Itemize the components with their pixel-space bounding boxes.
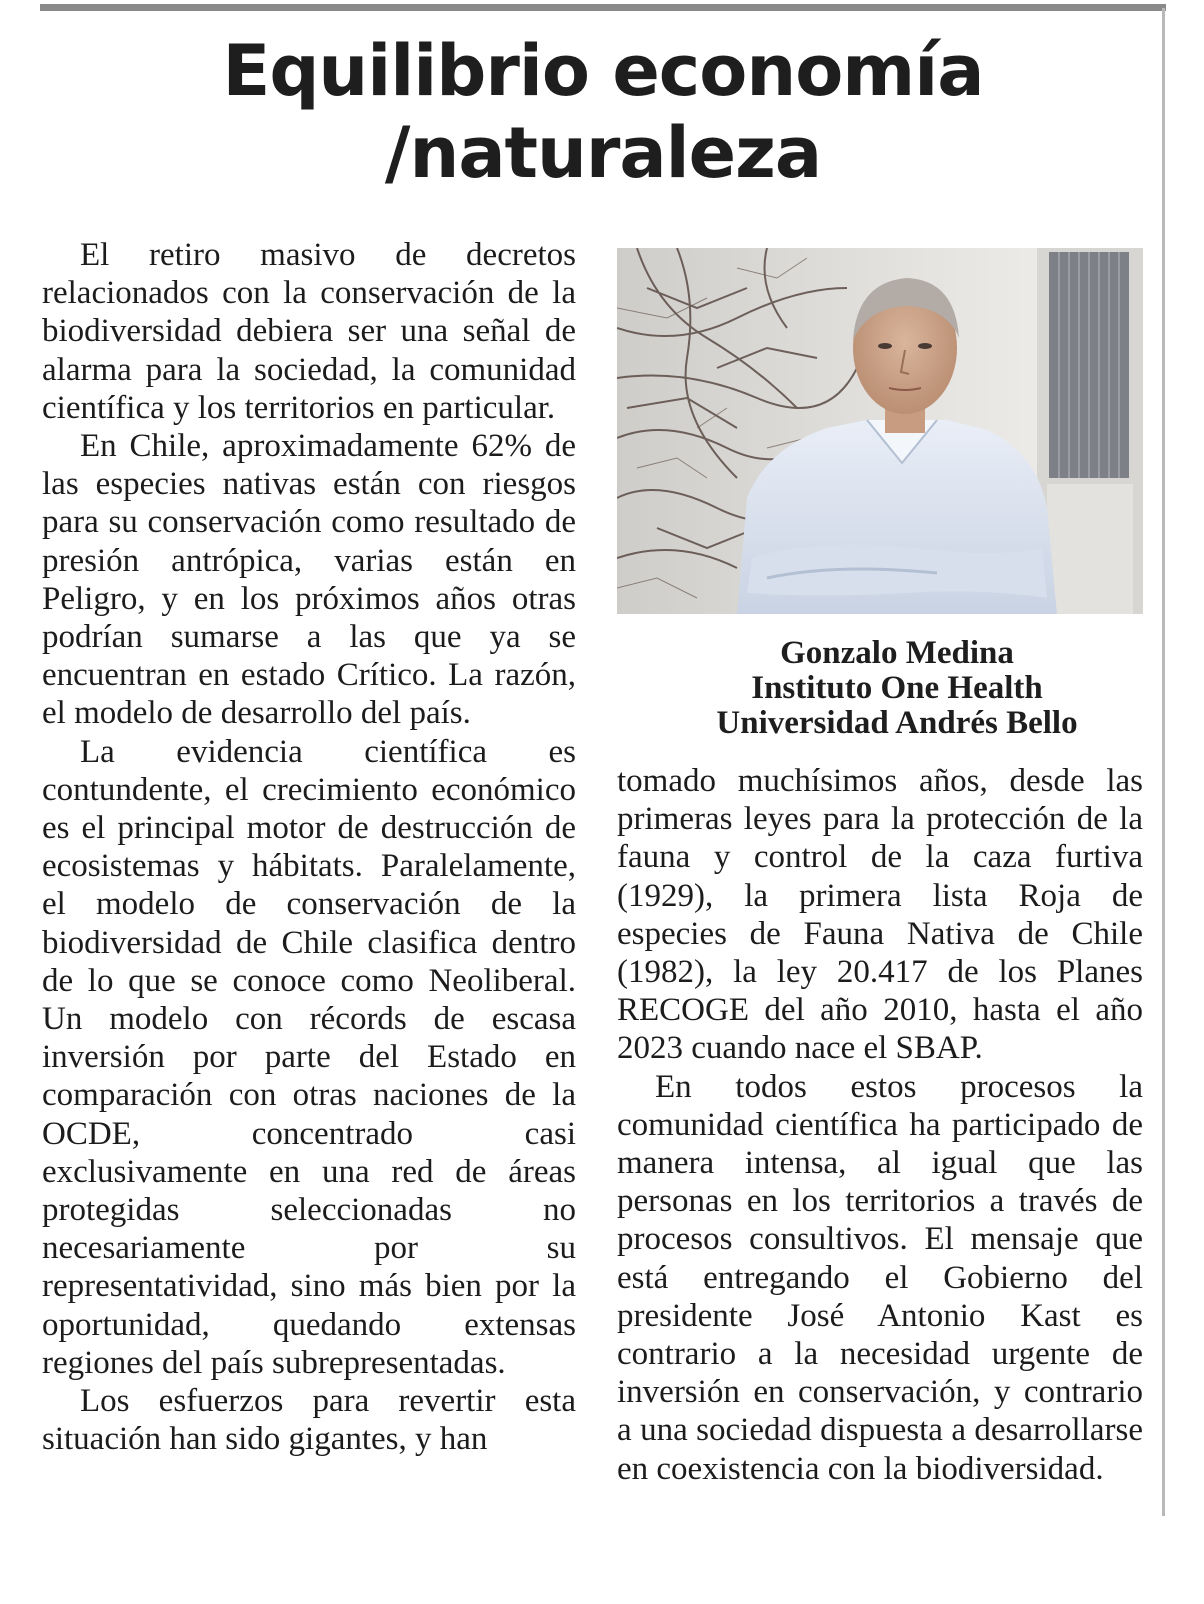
headline — [40, 30, 1166, 194]
author-caption — [617, 636, 1177, 741]
headline-line-2: /naturaleza — [384, 112, 822, 194]
portrait-photo-icon — [617, 248, 1143, 614]
author-name: Gonzalo Medina — [780, 635, 1014, 671]
paragraph-4: Los esfuerzos para revertir esta situación han sido gigantes, y han — [42, 1383, 576, 1458]
article-column-left — [42, 236, 576, 1459]
headline-line-1: Equilibrio economía — [222, 30, 984, 112]
author-photo — [617, 248, 1143, 614]
paragraph-3: La evidencia científica es contundente, el crecimiento económico es el principal motor de destrucción de ecosistemas y hábitats. Paralelamente, el modelo de conservación de la biodiversidad de Chile clasifica dentro de lo que se conoce como Neoliberal. Un modelo con récords de escasa inversión por parte del Estado en comparación con otras naciones de la OCDE, concentrado casi exclusivamente en una red de áreas protegidas seleccionadas no necesariamente por su representatividad, sino más bien por la oportunidad, quedando extensas regiones del país subrepresentadas. — [42, 733, 576, 1381]
paragraph-5: En todos estos procesos la comunidad científica ha participado de manera intensa, al igual que las personas en los territorios a través de procesos consultivos. El mensaje que está entregando el Gobierno del presidente José Antonio Kast es contrario a la necesidad urgente de inversión en conservación, y contrario a una sociedad dispuesta a desarrollarse en coexistencia con la biodiversidad. — [617, 1068, 1143, 1487]
right-column-rule — [1162, 8, 1165, 1516]
author-university: Universidad Andrés Bello — [716, 705, 1078, 741]
top-rule — [40, 4, 1166, 11]
article-column-right — [617, 762, 1143, 1488]
paragraph-2: En Chile, aproximadamente 62% de las especies nativas están con riesgos para su conservación como resultado de presión antrópica, varias están en Peligro, y en los próximos años otras podrían sumarse a las que ya se encuentran en estado Crítico. La razón, el modelo de desarrollo del país. — [42, 428, 576, 732]
author-institute: Instituto One Health — [751, 670, 1043, 706]
paragraph-1: El retiro masivo de decretos relacionados con la conservación de la biodiversidad debiera ser una señal de alarma para la sociedad, la comunidad científica y los territorios en particular. — [42, 237, 576, 426]
paragraph-4-continued: tomado muchísimos años, desde las primeras leyes para la protección de la fauna y control de la caza furtiva (1929), la primera lista Roja de especies de Fauna Nativa de Chile (1982), la ley 20.417 de los Planes RECOGE del año 2010, hasta el año 2023 cuando nace el SBAP. — [617, 763, 1143, 1067]
